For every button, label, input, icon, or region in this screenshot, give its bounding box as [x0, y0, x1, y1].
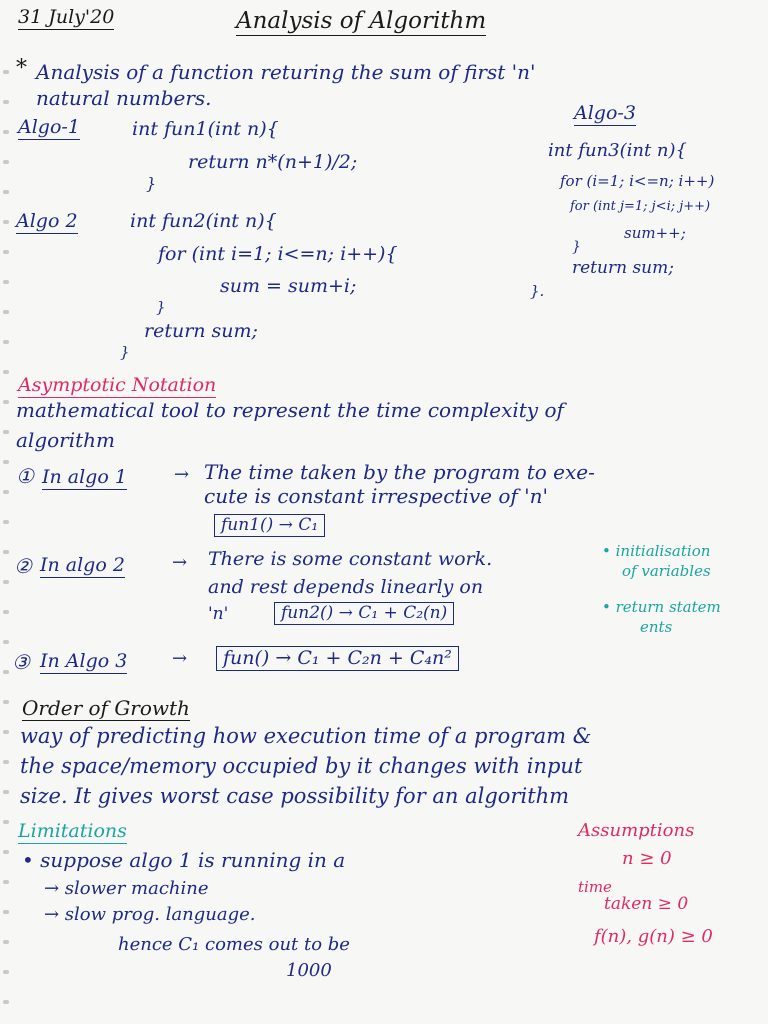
point-3-label: In Algo 3 — [40, 650, 128, 672]
assumption-time-line-1: time — [578, 878, 612, 896]
note-initialisation-line-1: • initialisation — [602, 542, 711, 560]
algo3-code-line: for (i=1; i<=n; i++) — [560, 172, 715, 190]
point-1-text-line-1: The time taken by the program to exe- — [204, 460, 595, 484]
limitations-line-5: 1000 — [286, 960, 332, 981]
point-2-text-line-3: 'n' — [208, 604, 229, 624]
point-2-text-line-2: and rest depends linearly on — [208, 576, 484, 598]
algo2-code-line: int fun2(int n){ — [130, 210, 277, 232]
limitations-line-2: → slower machine — [44, 878, 209, 899]
algo2-code-line: return sum; — [144, 320, 258, 342]
date: 31 July'20 — [18, 6, 115, 28]
limitations-line-3: → slow prog. language. — [44, 904, 256, 925]
point-3-formula-box: fun() → C₁ + C₂n + C₄n² — [216, 646, 459, 671]
algo3-code-line: } — [572, 239, 581, 255]
point-2-label: In algo 2 — [40, 554, 125, 576]
algo3-code-line: sum++; — [624, 224, 686, 242]
point-1-text-line-2: cute is constant irrespective of 'n' — [204, 484, 549, 508]
assumption-time-line-2: taken ≥ 0 — [604, 894, 689, 914]
assumptions-heading: Assumptions — [578, 820, 695, 841]
limitations-heading: Limitations — [18, 820, 127, 842]
algo3-code-line: int fun3(int n){ — [548, 140, 687, 161]
asymptotic-definition-line-1: mathematical tool to represent the time complexity of — [16, 398, 564, 422]
algo1-code-line: } — [146, 174, 157, 193]
growth-line-1: way of predicting how execution time of a program & — [20, 724, 592, 748]
assumption-n: n ≥ 0 — [622, 848, 672, 869]
algo3-code-line: return sum; — [572, 258, 674, 278]
notebook-margin-holes — [0, 0, 14, 1024]
intro-bullet: * — [16, 56, 27, 81]
note-return-line-1: • return statem — [602, 598, 721, 616]
asymptotic-definition-line-2: algorithm — [16, 428, 116, 452]
algo3-code-line: }. — [530, 282, 545, 300]
point-3-arrow: → — [172, 648, 188, 669]
point-1-formula-box: fun1() → C₁ — [214, 514, 325, 537]
page-title: Analysis of Algorithm — [236, 8, 487, 34]
algo2-code-line: sum = sum+i; — [220, 275, 357, 297]
algo2-code-line: } — [120, 343, 130, 361]
algo2-code-line: for (int i=1; i<=n; i++){ — [158, 243, 398, 265]
growth-heading: Order of Growth — [22, 696, 190, 720]
point-2-text-line-1: There is some constant work. — [208, 548, 493, 570]
point-2-number: ② — [14, 554, 32, 578]
algo1-label: Algo-1 — [18, 116, 80, 138]
point-2-formula-box: fun2() → C₁ + C₂(n) — [274, 602, 454, 625]
intro-line-1: Analysis of a function returing the sum of first 'n' — [36, 60, 536, 84]
note-return-line-2: ents — [640, 618, 673, 636]
point-1-number: ① — [16, 464, 34, 488]
algo2-label: Algo 2 — [16, 210, 78, 232]
limitations-line-4: hence C₁ comes out to be — [118, 934, 350, 955]
point-2-arrow: → — [172, 552, 188, 573]
assumption-functions: f(n), g(n) ≥ 0 — [594, 926, 713, 947]
algo1-code-line: return n*(n+1)/2; — [188, 151, 358, 173]
asymptotic-heading: Asymptotic Notation — [18, 374, 217, 396]
growth-line-2: the space/memory occupied by it changes with input — [20, 754, 583, 778]
growth-line-3: size. It gives worst case possibility for an algorithm — [20, 784, 570, 808]
algo2-code-line: } — [156, 298, 166, 316]
note-initialisation-line-2: of variables — [622, 562, 711, 580]
algo1-code-line: int fun1(int n){ — [132, 118, 279, 140]
point-1-arrow: → — [174, 464, 190, 485]
intro-line-2: natural numbers. — [36, 86, 212, 110]
point-3-number: ③ — [12, 650, 30, 674]
limitations-line-1: • suppose algo 1 is running in a — [22, 848, 346, 872]
point-1-label: In algo 1 — [42, 466, 127, 488]
algo3-code-line: for (int j=1; j<i; j++) — [570, 199, 711, 214]
algo3-label: Algo-3 — [574, 102, 636, 124]
